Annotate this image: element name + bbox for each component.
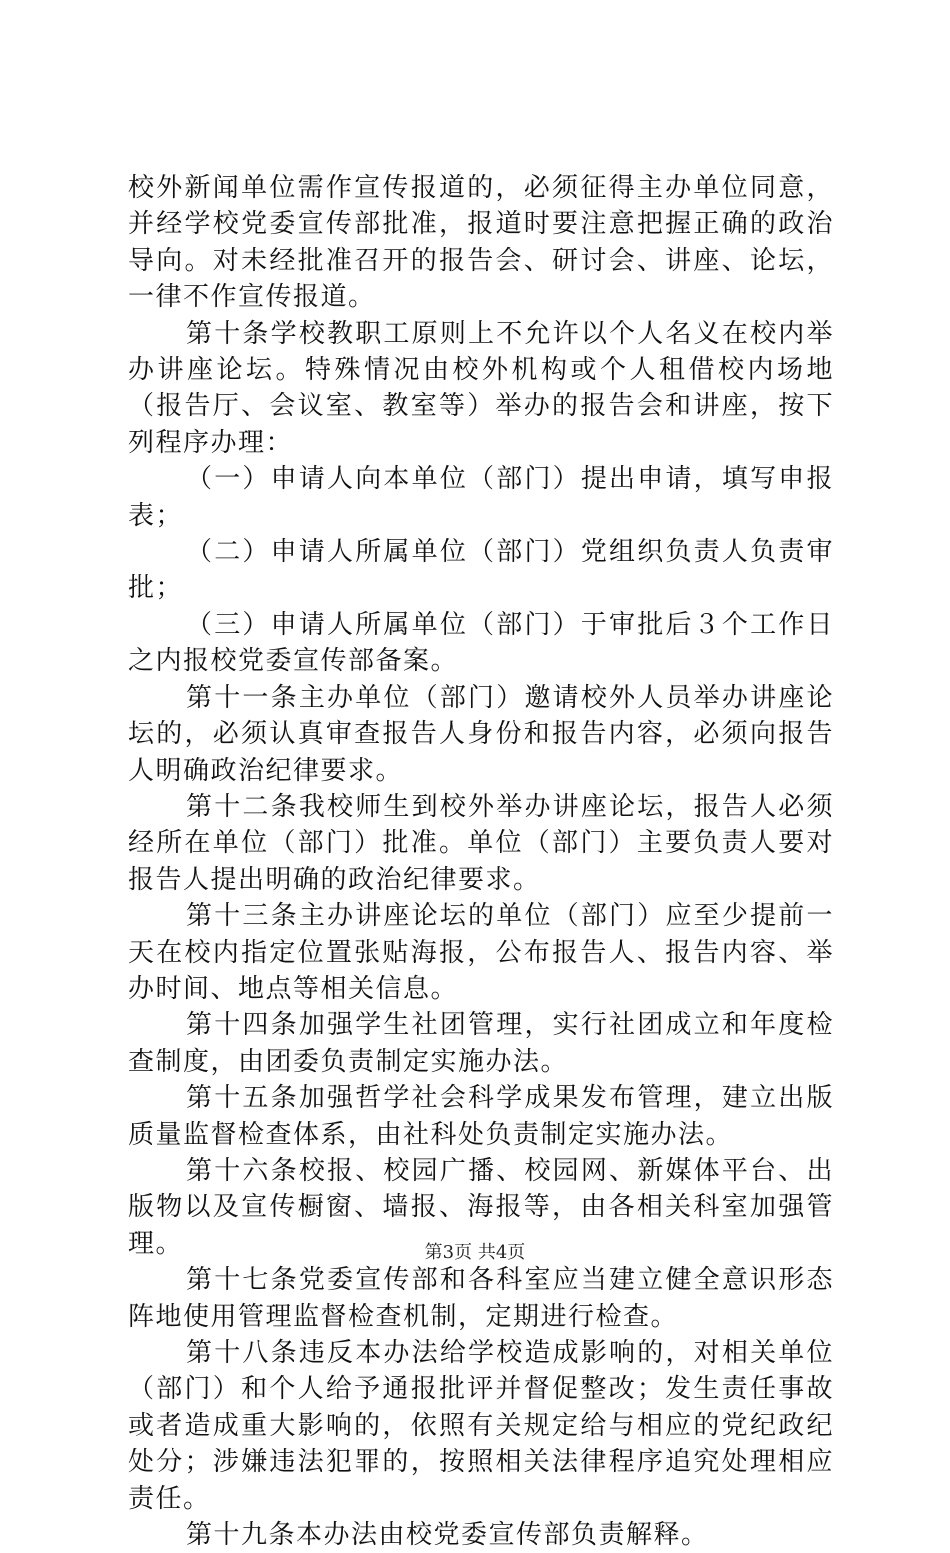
paragraph-article-12: 第十二条我校师生到校外举办讲座论坛，报告人必须经所在单位（部门）批准。单位（部门）主要负责人要对报告人提出明确的政治纪律要求。 [128, 791, 834, 895]
list-item-1: （一）申请人向本单位（部门）提出申请，填写申报表； [128, 464, 834, 531]
list-item-3: （三）申请人所属单位（部门）于审批后３个工作日之内报校党委宣传部备案。 [128, 609, 834, 677]
paragraph-article-10: 第十条学校教职工原则上不允许以个人名义在校内举办讲座论坛。特殊情况由校外机构或个人租借校内场地（报告厅、会议室、教室等）举办的报告会和讲座，按下列程序办理： [128, 318, 834, 458]
list-item-2: （二）申请人所属单位（部门）党组织负责人负责审批； [128, 537, 834, 604]
paragraph-article-16: 第十六条校报、校园广播、校园网、新媒体平台、出版物以及宣传橱窗、墙报、海报等，由各相关科室加强管理。 [128, 1155, 834, 1259]
paragraph-article-18: 第十八条违反本办法给学校造成影响的，对相关单位（部门）和个人给予通报批评并督促整改；发生责任事故或者造成重大影响的，依照有关规定给与相应的党纪政纪处分；涉嫌违法犯罪的，按照相关法律程序追究处理相应责任。 [128, 1338, 834, 1514]
paragraph-article-13: 第十三条主办讲座论坛的单位（部门）应至少提前一天在校内指定位置张贴海报，公布报告人、报告内容、举办时间、地点等相关信息。 [128, 901, 834, 1004]
paragraph-article-11: 第十一条主办单位（部门）邀请校外人员举办讲座论坛的，必须认真审查报告人身份和报告内容，必须向报告人明确政治纪律要求。 [128, 682, 834, 786]
paragraph-article-19: 第十九条本办法由校党委宣传部负责解释。 [186, 1520, 709, 1551]
document-body [128, 170, 834, 1553]
paragraph-continuation: 校外新闻单位需作宣传报道的，必须征得主办单位同意，并经学校党委宣传部批准，报道时要注意把握正确的政治导向。对未经批准召开的报告会、研讨会、讲座、论坛，一律不作宣传报道。 [128, 173, 834, 313]
page-number-footer: 第3页 共4页 [424, 1242, 526, 1263]
paragraph-article-15: 第十五条加强哲学社会科学成果发布管理，建立出版质量监督检查体系，由社科处负责制定实施办法。 [128, 1083, 834, 1150]
paragraph-article-14: 第十四条加强学生社团管理，实行社团成立和年度检查制度，由团委负责制定实施办法。 [128, 1010, 834, 1077]
paragraph-article-17: 第十七条党委宣传部和各科室应当建立健全意识形态阵地使用管理监督检查机制，定期进行检查。 [128, 1265, 834, 1332]
